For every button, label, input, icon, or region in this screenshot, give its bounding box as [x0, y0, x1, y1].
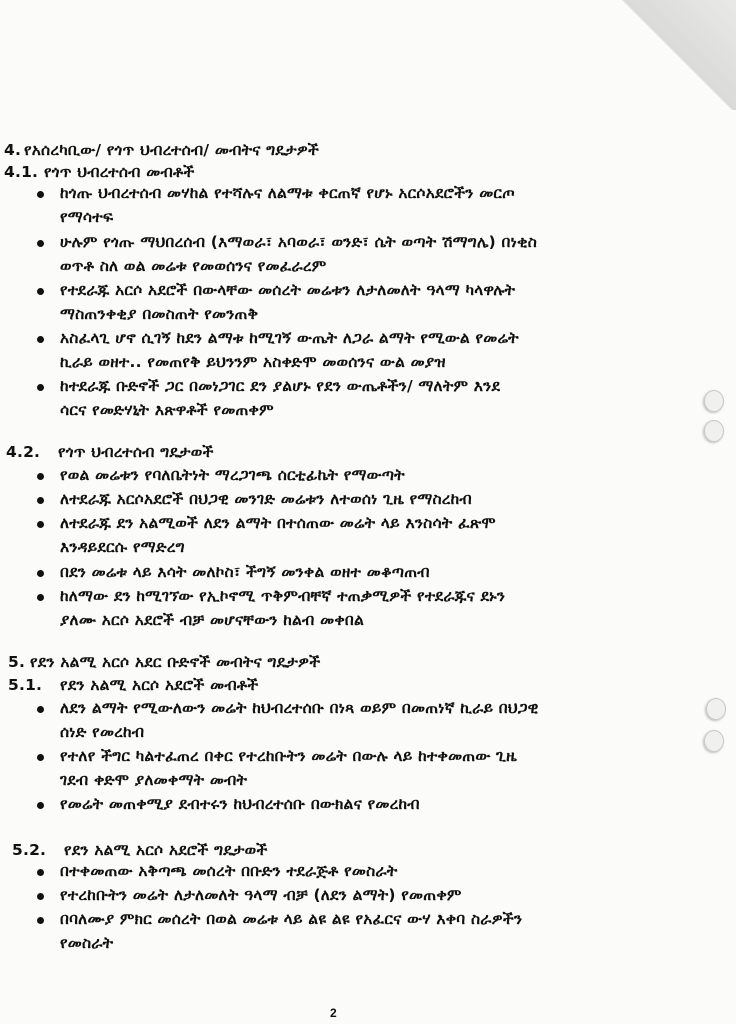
list-item: አስፈላጊ ሆኖ ሲገኝ ከደን ልማቱ ከሚገኝ ውጤት ለጋራ ልማት የሚውል የመሬት — [60, 329, 519, 347]
list-item: ሁሉም የጎጡ ማህበረሰብ (እማወራ፣ አባወራ፣ ወንድ፣ ሴት ወጣት ሽማግሌ) በነቂስ — [60, 233, 538, 251]
subsection-heading: የጎጥ ህብረተሰብ ግዴታወች — [58, 443, 214, 461]
bullet — [37, 754, 44, 761]
bullet — [37, 497, 44, 504]
list-item-continued: ገደብ ቀድሞ ያለመቀማት መብት — [60, 771, 248, 789]
section-number: 4. — [4, 141, 22, 159]
list-item: ከለማው ደን ከሚገኘው የኢኮኖሚ ጥቅምብቸኛ ተጠቃሚዎች የተደራጁና ደኑን — [60, 587, 506, 605]
subsection-heading: የጎጥ ህብረተሰብ መብቶች — [44, 163, 195, 181]
section-heading: የአሰረካቢው/ የጎጥ ህብረተሰብ/ መብትና ግዴታዎች — [24, 141, 320, 159]
bullet — [37, 336, 44, 343]
list-item: የወል መሬቱን የባለቤትነት ማረጋገጫ ሰርቲፊኬት የማውጣት — [60, 466, 405, 484]
bullet — [37, 802, 44, 809]
list-item: ለደን ልማት የሚውለውን መሬት ከህብረተሰቡ በነጻ ወይም በመጠነኛ ኪራይ በህጋዊ — [60, 699, 539, 717]
bullet — [37, 706, 44, 713]
list-item-continued: ያለሙ አርሶ አደሮች ብቻ መሆናቸውን ከልብ መቀበል — [60, 611, 365, 629]
list-item: ከተደራጁ ቡድኖች ጋር በመነጋገር ደን ያልሆኑ የደን ውጤቶችን/ ማለትም እንደ — [60, 377, 501, 395]
bullet — [37, 594, 44, 601]
list-item: የመሬት መጠቀሚያ ደብተሩን ከህብረተሰቡ በውክልና የመረከብ — [60, 795, 420, 813]
bullet — [37, 191, 44, 198]
bullet — [37, 473, 44, 480]
list-item: ለተደራጁ ደን አልሚወች ለደን ልማት በተሰጠው መሬት ላይ እንስሳት ፈጽሞ — [60, 514, 496, 532]
bullet — [37, 917, 44, 924]
list-item-continued: የማሳተፍ — [60, 208, 114, 226]
list-item-continued: የመስራት — [60, 934, 114, 952]
list-item: በባለሙያ ምክር መሰረት በወል መሬቱ ላይ ልዩ ልዩ የአፈርና ውሃ እቀባ ስራዎችን — [60, 910, 523, 928]
list-item-continued: ኪራይ ወዘተ.. የመጠየቅ ይህንንም አስቀድሞ መወሰንና ውል መያዝ — [60, 353, 446, 371]
list-item: የተለየ ችግር ካልተፈጠረ በቀር የተረከቡትን መሬት በውሉ ላይ ከተቀመጠው ጊዜ — [60, 747, 517, 765]
page-number: 2 — [330, 1006, 337, 1020]
bullet — [37, 893, 44, 900]
bullet — [37, 240, 44, 247]
list-item: ከጎጡ ህብረተሰብ መሃከል የተሻሉና ለልማቱ ቀርጠኛ የሆኑ አርሶአደሮችን መርጦ — [60, 184, 515, 202]
list-item-continued: ሰነድ የመረከብ — [60, 723, 145, 741]
subsection-heading: የደን አልሚ አርሶ አደሮች ግዴታወች — [64, 841, 268, 859]
bullet — [37, 288, 44, 295]
subsection-number: 4.2. — [6, 443, 41, 461]
subsection-heading: የደን አልሚ አርሶ አደሮች መብቶች — [60, 676, 259, 694]
list-item: በደን መሬቱ ላይ እሳት መለኮስ፣ ችግኝ መንቀል ወዘተ መቆጣጠብ — [60, 563, 430, 581]
section-heading: የደን አልሚ አርሶ አደር ቡድኖች መብትና ግዴታዎች — [30, 653, 321, 671]
list-item: የተደራጁ አርሶ አደሮች በውላቸው መሰረት መሬቱን ለታለመለት ዓላማ ካላዋሉት — [60, 281, 516, 299]
list-item-continued: እንዳይደርሱ የማድረግ — [60, 538, 185, 556]
list-item: የተረከቡትን መሬት ለታለመለት ዓላማ ብቻ (ለደን ልማት) የመጠቀም — [60, 886, 462, 904]
section-number: 5. — [8, 653, 26, 671]
bullet — [37, 521, 44, 528]
subsection-number: 5.2. — [12, 841, 47, 859]
list-item-continued: ወጥቶ ስለ ወል መሬቱ የመወሰንና የመፈራረም — [60, 257, 327, 275]
list-item-continued: ሳርና የመድሃኒት እጽዋቶች የመጠቀም — [60, 401, 274, 419]
bullet — [37, 570, 44, 577]
bullet — [37, 384, 44, 391]
list-item: ለተደራጁ አርሶአደሮች በህጋዊ መንገድ መሬቱን ለተወሰነ ጊዜ የማስረከብ — [60, 490, 472, 508]
bullet — [37, 869, 44, 876]
subsection-number: 5.1. — [8, 676, 43, 694]
list-item-continued: ማስጠንቀቂያ በመስጠት የመንጠቅ — [60, 305, 259, 323]
subsection-number: 4.1. — [4, 163, 39, 181]
list-item: በተቀመጠው አቅጣጫ መሰረት በቡድን ተደራጅቶ የመስራት — [60, 862, 398, 880]
